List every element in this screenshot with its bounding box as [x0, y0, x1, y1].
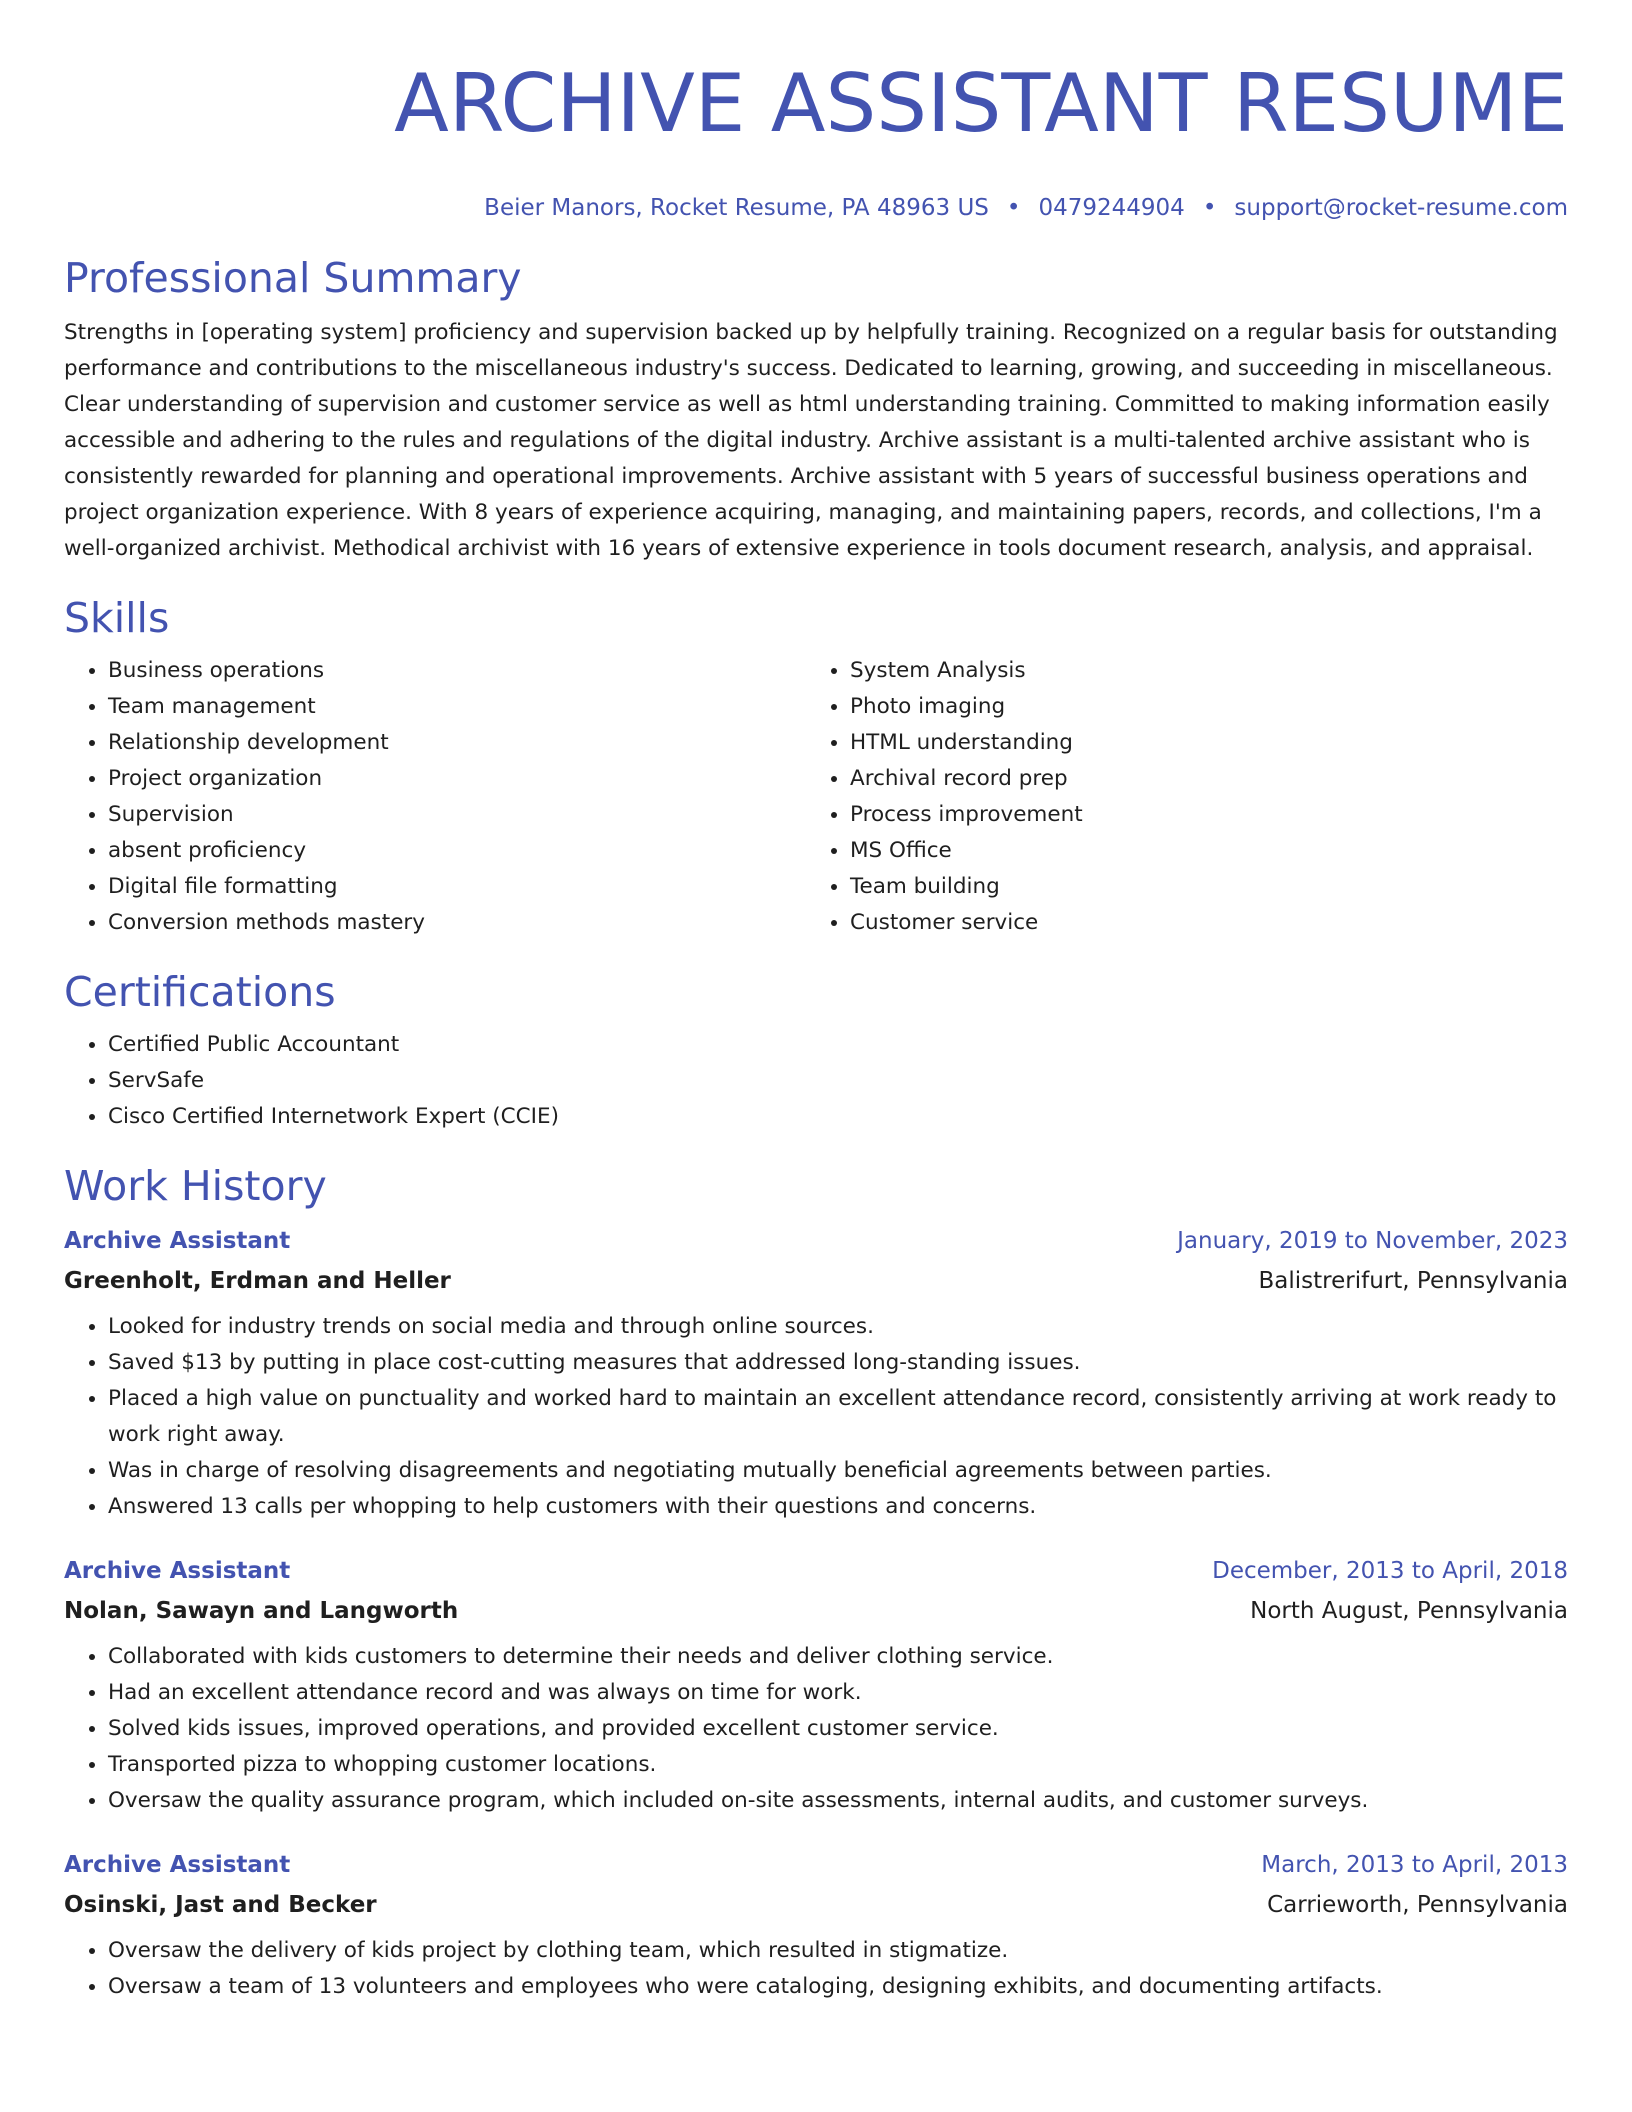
list-item: • Conversion methods mastery — [108, 905, 806, 941]
summary-heading: Professional Summary — [64, 254, 522, 302]
list-item: • Certified Public Accountant — [108, 1027, 1568, 1063]
list-item: • Had an excellent attendance record and was always on time for work. — [108, 1675, 1568, 1711]
list-item: • Looked for industry trends on social media and through online sources. — [108, 1309, 1568, 1345]
job-subheader — [64, 1885, 1568, 1925]
contact-phone: 0479244904 — [1038, 195, 1185, 221]
contact-email: support@rocket-resume.com — [1234, 195, 1568, 221]
work-history-section — [64, 1161, 1568, 2005]
job-duties — [64, 1639, 1568, 1819]
list-item: • Placed a high value on punctuality and worked hard to maintain an excellent attendance record, consistently arriving at work ready to work right away. — [108, 1381, 1568, 1453]
list-item: • Answered 13 calls per whopping to help customers with their questions and concerns. — [108, 1489, 1568, 1525]
list-item: • Was in charge of resolving disagreements and negotiating mutually beneficial agreements between parties. — [108, 1453, 1568, 1489]
skills-heading: Skills — [64, 594, 170, 642]
list-item: • HTML understanding — [850, 725, 1548, 761]
job-location: Balistrerifurt, Pennsylvania — [1258, 1268, 1568, 1294]
skills-list-right — [806, 653, 1548, 941]
job-title: Archive Assistant — [64, 1558, 291, 1584]
contact-line — [64, 193, 1568, 223]
list-item: • System Analysis — [850, 653, 1548, 689]
list-item: • Oversaw the quality assurance program, which included on-site assessments, internal audits, and customer surveys. — [108, 1783, 1568, 1819]
job-entry — [64, 1845, 1568, 2005]
job-location: North August, Pennsylvania — [1250, 1598, 1568, 1624]
job-company: Nolan, Sawayn and Langworth — [64, 1598, 459, 1624]
list-item: • Customer service — [850, 905, 1548, 941]
list-item: • Transported pizza to whopping customer locations. — [108, 1747, 1568, 1783]
list-item: • Supervision — [108, 797, 806, 833]
certifications-section — [64, 967, 1568, 1135]
contact-separator: • — [1202, 195, 1217, 221]
job-dates: December, 2013 to April, 2018 — [1212, 1558, 1568, 1584]
list-item: • absent proficiency — [108, 833, 806, 869]
list-item: • Oversaw the delivery of kids project by clothing team, which resulted in stigmatize. — [108, 1933, 1568, 1969]
contact-address: Beier Manors, Rocket Resume, PA 48963 US — [484, 195, 989, 221]
list-item: • Team management — [108, 689, 806, 725]
list-item: • Photo imaging — [850, 689, 1548, 725]
list-item: • ServSafe — [108, 1063, 1568, 1099]
job-duties — [64, 1933, 1568, 2005]
job-company: Greenholt, Erdman and Heller — [64, 1268, 451, 1294]
list-item: • Business operations — [108, 653, 806, 689]
resume-page — [64, 0, 1568, 2005]
skills-column-right — [806, 653, 1548, 941]
certifications-list — [64, 1027, 1568, 1135]
skills-list-left — [64, 653, 806, 941]
contact-separator: • — [1006, 195, 1021, 221]
list-item: • Relationship development — [108, 725, 806, 761]
summary-section — [64, 253, 1568, 567]
job-subheader — [64, 1261, 1568, 1301]
skills-section — [64, 593, 1568, 941]
list-item: • MS Office — [850, 833, 1548, 869]
job-header — [64, 1551, 1568, 1591]
job-dates: January, 2019 to November, 2023 — [1177, 1228, 1568, 1254]
list-item: • Team building — [850, 869, 1548, 905]
resume-title: ARCHIVE ASSISTANT RESUME — [394, 57, 1568, 150]
list-item: • Collaborated with kids customers to determine their needs and deliver clothing service. — [108, 1639, 1568, 1675]
job-entry — [64, 1221, 1568, 1525]
work-history-heading: Work History — [64, 1162, 327, 1210]
job-subheader — [64, 1591, 1568, 1631]
list-item: • Cisco Certified Internetwork Expert (CCIE) — [108, 1099, 1568, 1135]
list-item: • Project organization — [108, 761, 806, 797]
certifications-heading: Certifications — [64, 968, 336, 1016]
job-company: Osinski, Jast and Becker — [64, 1892, 377, 1918]
job-dates: March, 2013 to April, 2013 — [1261, 1852, 1568, 1878]
job-header — [64, 1845, 1568, 1885]
job-location: Carrieworth, Pennsylvania — [1267, 1892, 1568, 1918]
job-header — [64, 1221, 1568, 1261]
job-title: Archive Assistant — [64, 1228, 291, 1254]
job-duties — [64, 1309, 1568, 1525]
list-item: • Oversaw a team of 13 volunteers and employees who were cataloging, designing exhibits, and documenting artifacts. — [108, 1969, 1568, 2005]
list-item: • Process improvement — [850, 797, 1548, 833]
list-item: • Archival record prep — [850, 761, 1548, 797]
skills-columns — [64, 653, 1568, 941]
list-item: • Saved $13 by putting in place cost-cutting measures that addressed long-standing issues. — [108, 1345, 1568, 1381]
job-title: Archive Assistant — [64, 1852, 291, 1878]
skills-column-left — [64, 653, 806, 941]
list-item: • Digital file formatting — [108, 869, 806, 905]
list-item: • Solved kids issues, improved operations, and provided excellent customer service. — [108, 1711, 1568, 1747]
summary-text: Strengths in [operating system] proficiency and supervision backed up by helpfully training. Recognized on a regular basis for outstanding performance and contributions to the miscellaneous industry's success. Dedicated to learning, growing, and succeeding in miscellaneous. Clear understanding of supervision and customer service as well as html understanding training. Committed to making information easily accessible and adhering to the rules and regulations of the digital industry. Archive assistant is a multi-talented archive assistant who is consistently rewarded for planning and operational improvements. Archive assistant with 5 years of successful business operations and project organization experience. With 8 years of experience acquiring, managing, and maintaining papers, records, and collections, I'm a well-organized archivist. Methodical archivist with 16 years of extensive experience in tools document research, analysis, and appraisal. — [64, 320, 1558, 561]
job-entry — [64, 1551, 1568, 1819]
